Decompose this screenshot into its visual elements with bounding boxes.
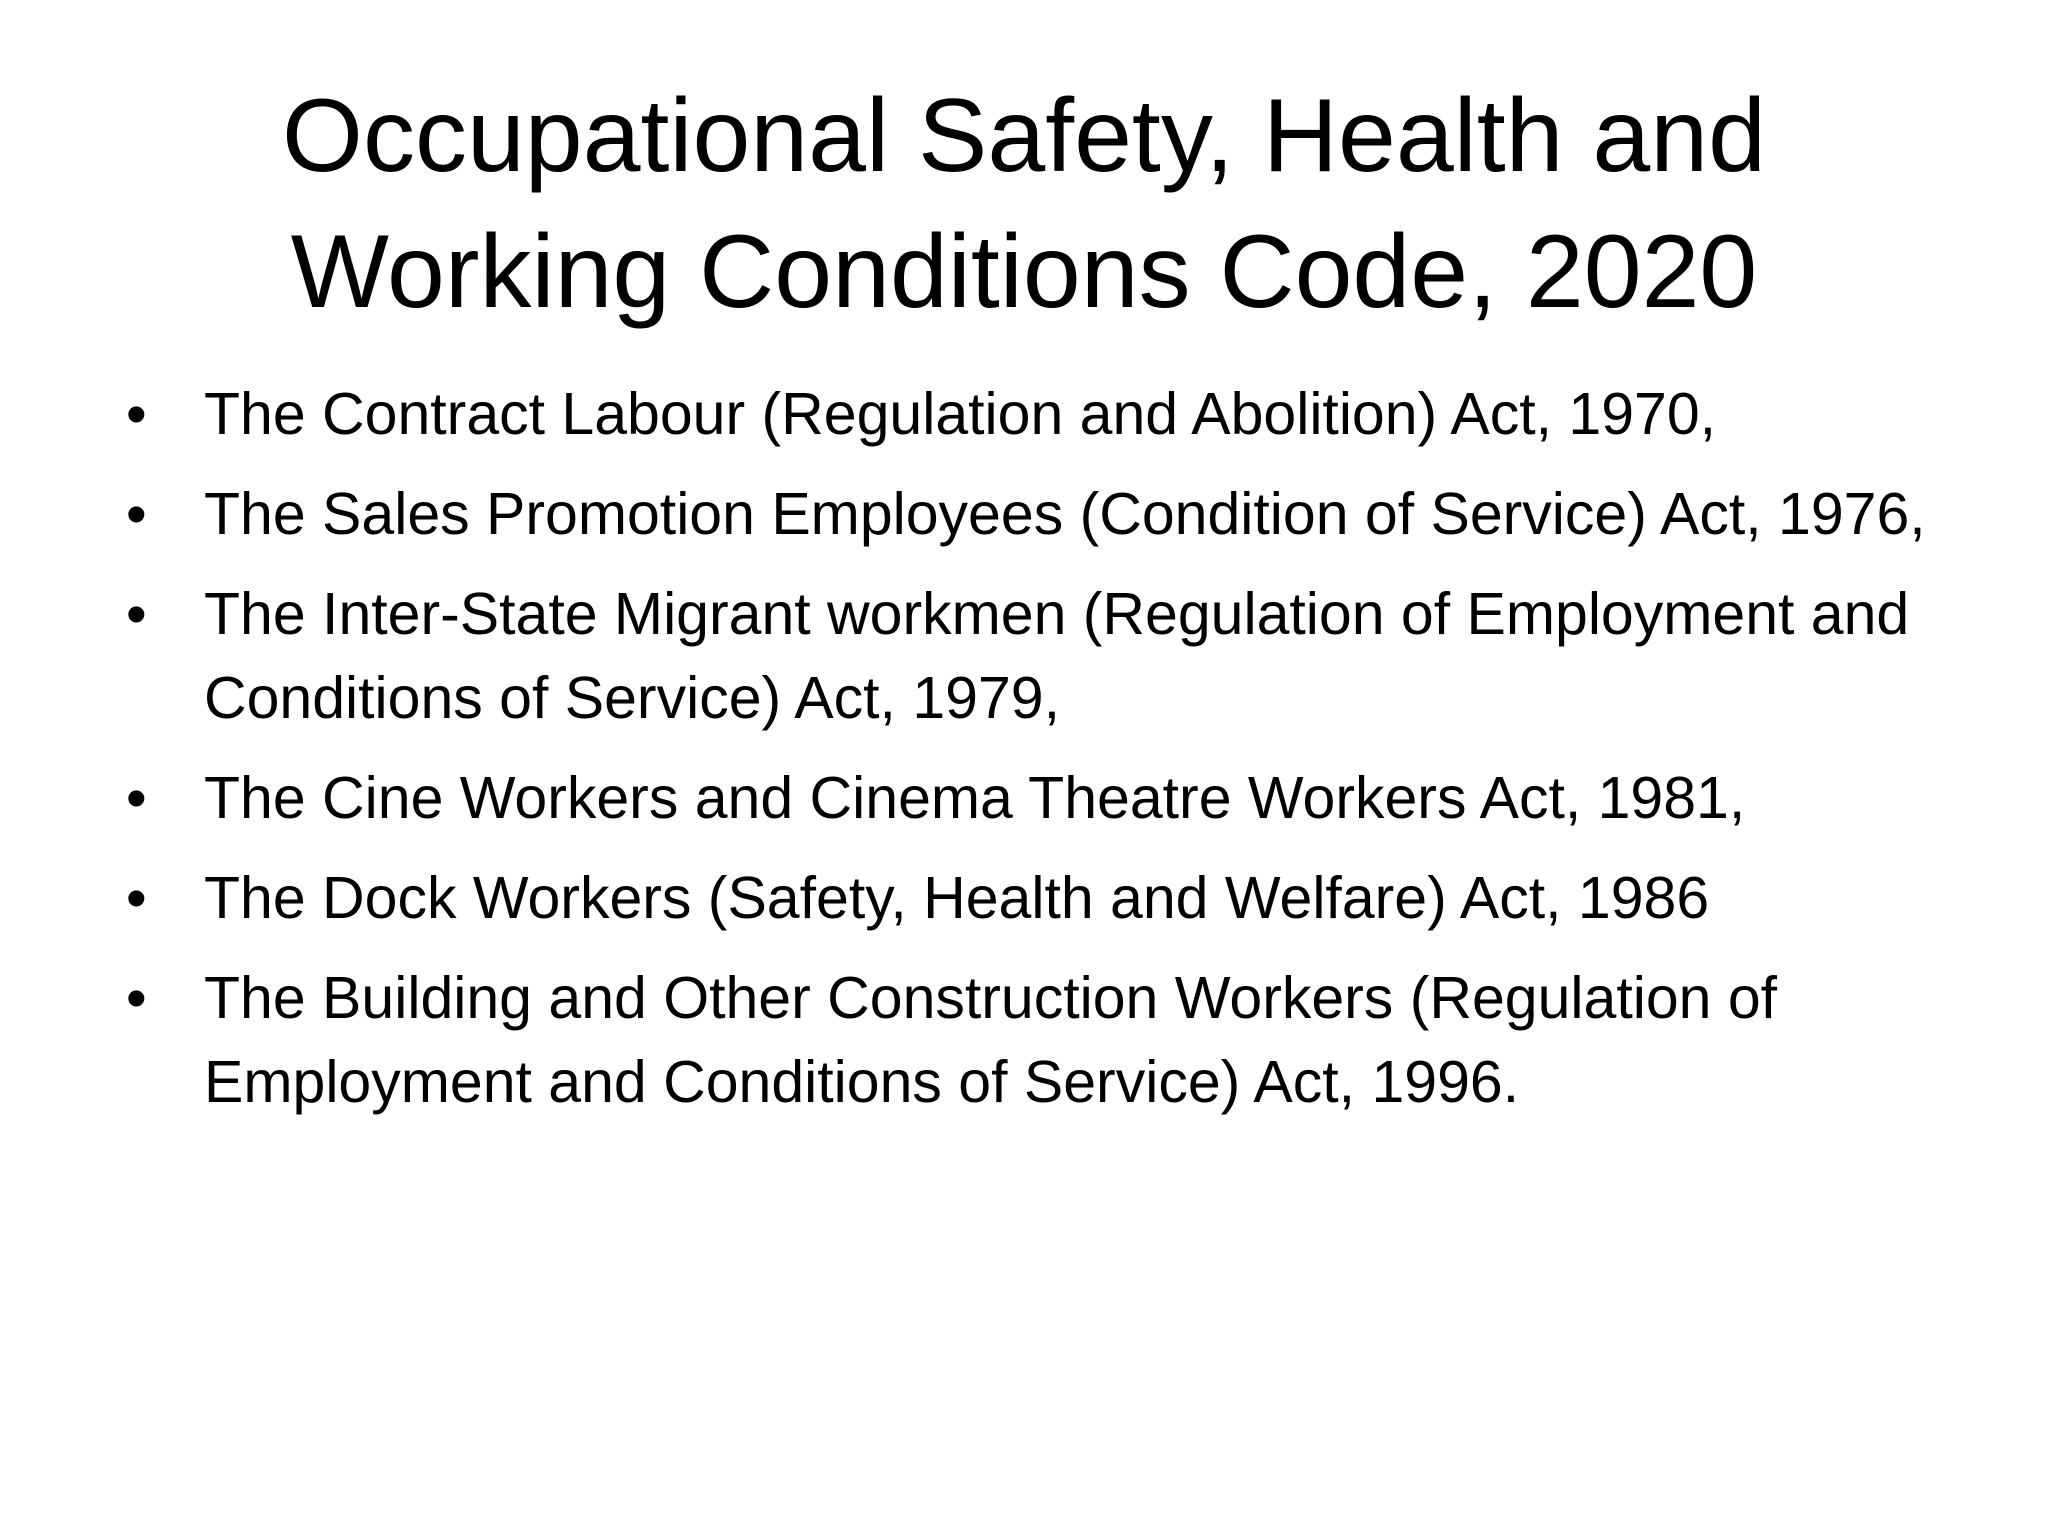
bullet-dot-icon: • bbox=[126, 381, 147, 447]
slide-title-line-2: Working Conditions Code, 2020 bbox=[290, 214, 1758, 330]
bullet-dot-icon: • bbox=[126, 865, 147, 931]
bullet-text: The Building and Other Construction Workers (Regulation of Employment and Conditions of Service) Act, 1996. bbox=[204, 965, 1778, 1115]
bullet-item bbox=[120, 572, 1960, 740]
bullet-item bbox=[120, 472, 1960, 556]
bullet-dot-icon: • bbox=[126, 481, 147, 547]
bullet-dot-icon: • bbox=[126, 765, 147, 831]
bullet-item bbox=[120, 372, 1960, 456]
bullet-dot-icon: • bbox=[126, 965, 147, 1031]
bullet-dot-icon: • bbox=[126, 581, 147, 647]
slide-title-line-1: Occupational Safety, Health and bbox=[282, 78, 1766, 194]
bullet-list bbox=[120, 372, 1960, 1140]
bullet-item bbox=[120, 956, 1960, 1124]
bullet-text: The Contract Labour (Regulation and Abolition) Act, 1970, bbox=[204, 381, 1717, 447]
bullet-text: The Cine Workers and Cinema Theatre Workers Act, 1981, bbox=[204, 765, 1746, 831]
bullet-item bbox=[120, 756, 1960, 840]
bullet-text: The Inter-State Migrant workmen (Regulation of Employment and Conditions of Service) Act, 1979, bbox=[204, 581, 1910, 731]
slide-title bbox=[140, 68, 1908, 340]
bullet-item bbox=[120, 856, 1960, 940]
bullet-text: The Dock Workers (Safety, Health and Welfare) Act, 1986 bbox=[204, 865, 1710, 931]
bullet-text: The Sales Promotion Employees (Condition of Service) Act, 1976, bbox=[204, 481, 1926, 547]
